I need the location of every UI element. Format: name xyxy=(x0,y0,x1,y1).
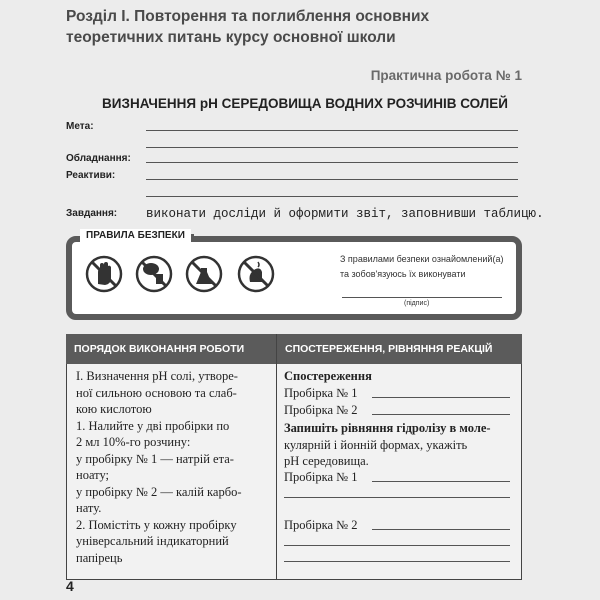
procedure-line: 2 мл 10%-го розчину: xyxy=(76,435,191,449)
no-hot-icon xyxy=(236,254,276,294)
equation-line: Запишіть рівняння гідролізу в моле- xyxy=(284,421,491,435)
section-title xyxy=(66,6,546,48)
procedure-line: у пробірку № 2 — калій карбо- xyxy=(76,484,242,499)
equipment-line[interactable] xyxy=(146,162,518,163)
no-touch-icon xyxy=(84,254,124,294)
tube2-answer-line[interactable] xyxy=(372,414,510,415)
procedure-line: ної сильною основою та слаб- xyxy=(76,385,237,400)
procedure-line: універсальний індикаторний xyxy=(76,534,229,548)
task-label: Завдання: xyxy=(66,208,118,219)
goal-line-2[interactable] xyxy=(146,147,518,148)
reagents-line-1[interactable] xyxy=(146,179,518,180)
procedure-line: 1. Налийте у дві пробірки по xyxy=(76,418,230,433)
section-title-line2: теоретичних питань курсу основної школи xyxy=(66,29,396,46)
procedure-line: І. Визначення pH солі, утворе- xyxy=(76,369,238,383)
tube2-eq-line-2[interactable] xyxy=(284,545,510,546)
tube1-label: Пробірка № 1 xyxy=(284,386,358,400)
tube1-eq-line-1[interactable] xyxy=(372,481,510,482)
safety-ack-line2: та зобов'язуюсь їх виконувати xyxy=(340,269,466,279)
tube2-equation-label: Пробірка № 2 xyxy=(284,518,358,532)
tube1-equation-label: Пробірка № 1 xyxy=(284,470,358,484)
no-taste-icon xyxy=(134,254,174,294)
task-text: виконати досліди й оформити звіт, заповнивши таблицю. xyxy=(146,207,544,221)
procedure-line: у пробірку № 1 — натрій ета- xyxy=(76,451,234,466)
signature-line[interactable] xyxy=(342,297,502,298)
practical-work-title: Практична робота № 1 xyxy=(370,68,522,83)
safety-ack-line1: З правилами безпеки ознайомлений(а) xyxy=(340,254,504,264)
procedure-line: папірець xyxy=(76,550,123,565)
equipment-label: Обладнання: xyxy=(66,153,131,164)
safety-rules-title: ПРАВИЛА БЕЗПЕКИ xyxy=(80,229,191,242)
no-sniff-icon xyxy=(184,254,224,294)
col1-header: ПОРЯДОК ВИКОНАННЯ РОБОТИ xyxy=(66,334,277,364)
tube2-eq-line-3[interactable] xyxy=(284,561,510,562)
equation-line: кулярній і йонній формах, укажіть xyxy=(284,437,468,452)
signature-label: (підпис) xyxy=(404,300,430,307)
topic-title: ВИЗНАЧЕННЯ pH СЕРЕДОВИЩА ВОДНИХ РОЗЧИНІВ СОЛЕЙ xyxy=(102,96,508,111)
section-title-line1: Розділ І. Повторення та поглиблення основних xyxy=(66,8,430,25)
goal-line-1[interactable] xyxy=(146,130,518,131)
goal-label: Мета: xyxy=(66,121,94,132)
page-number: 4 xyxy=(66,578,74,594)
procedure-line: кою кислотою xyxy=(76,402,152,416)
procedure-line: ноату; xyxy=(76,468,110,482)
tube2-label: Пробірка № 2 xyxy=(284,403,358,417)
procedure-line: 2. Помістіть у кожну пробірку xyxy=(76,517,237,532)
column-divider xyxy=(276,334,277,580)
procedure-column xyxy=(76,368,272,566)
observation-heading: Спостереження xyxy=(284,369,372,383)
tube2-eq-line-1[interactable] xyxy=(372,529,510,530)
reagents-label: Реактиви: xyxy=(66,170,116,181)
equation-instructions xyxy=(284,420,514,470)
equation-line: pH середовища. xyxy=(284,454,369,468)
col2-header: СПОСТЕРЕЖЕННЯ, РІВНЯННЯ РЕАКЦІЙ xyxy=(277,334,522,364)
tube1-eq-line-2[interactable] xyxy=(284,497,510,498)
procedure-line: нату. xyxy=(76,501,102,515)
tube1-answer-line[interactable] xyxy=(372,397,510,398)
reagents-line-2[interactable] xyxy=(146,196,518,197)
